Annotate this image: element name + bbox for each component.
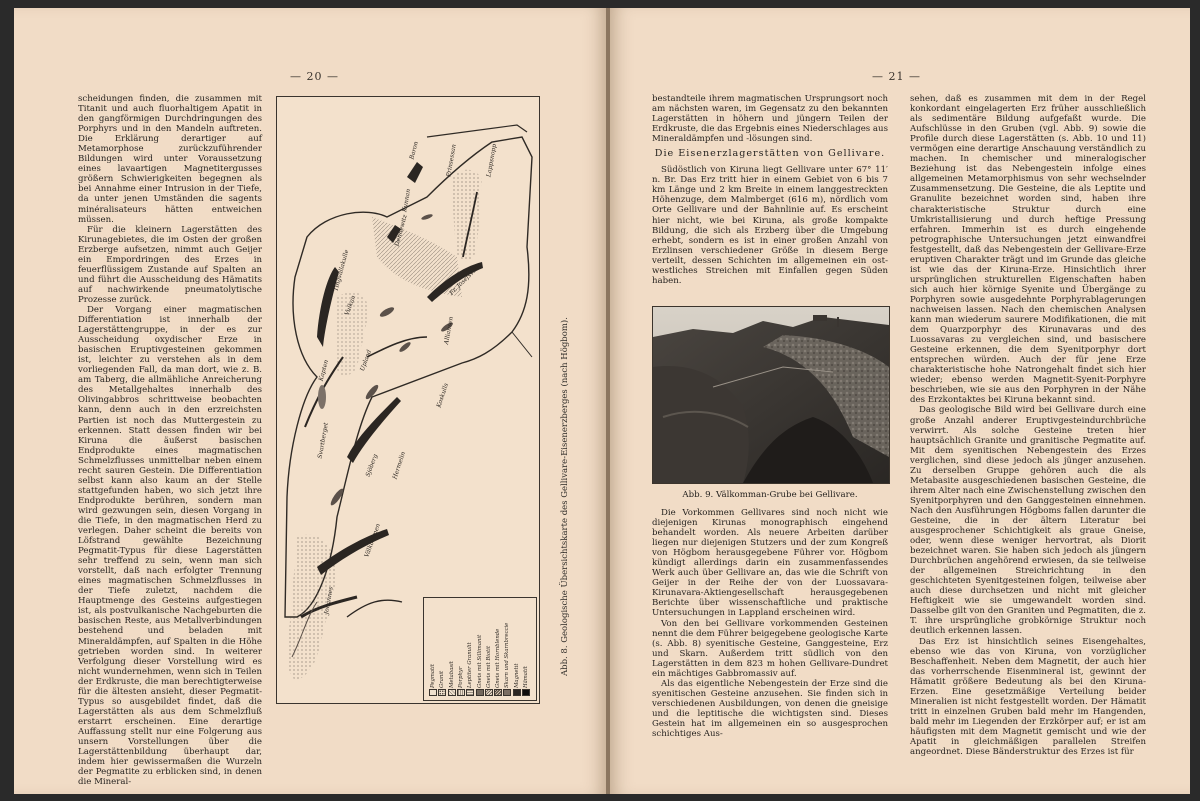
legend-entry bbox=[475, 604, 484, 696]
right-col1-paragraph-3: Als das eigentliche Nebengestein der Erze sind die syenitischen Gesteine anzusehen. Sie finden sich in verschiedenen Ausbildungen, von denen die gneisige und die leptitische die wichtigsten sind. Dieses Gestein hat im allgemeinen ein so ausgesprochen schichtiges Aus- bbox=[652, 678, 888, 740]
map-label-kunnan: Kunnan bbox=[401, 188, 413, 213]
legend-entry bbox=[521, 604, 530, 696]
right-col2-paragraph-1: sehen, daß es zusammen mit dem in der Regel konkordant eingelagerten Erz früher ausschließlich als sedimentäre Bildung aufgefaßt wurde. Die Aufschlüsse in den Gruben (vgl. Abb. 9) sowie die Profile durch diese Lagerstätten (s. Abb. 10 und 11) vermögen eine derartige Anschauung verständlich zu machen. In chemischer und mineralogischer Beziehung ist das Nebengestein infolge eines allgemeinen Metamorphismus von sehr wechselnder Zusammensetzung. Die Gesteine, die als Leptite und Granulite bezeichnet worden sind, haben ihre charakteristische Struktur durch eine Umkristallisierung und durch heftige Pressung erfahren. Immerhin ist es durch eingehende petrographische Untersuchungen jetzt einwandfrei festgestellt, daß das Nebengestein der Gellivare-Erze eruptiven Charakter trägt und im Grunde das gleiche ist wie das der Kiruna-Erze. Hinsichtlich ihrer ursprünglichen strukturellen Eigenschaften haben sich auch hier körnige Syenite und Übergänge zu Porphyren sowie ausgedehnte Porphyrablagerungen nachweisen lassen. Nach den chemischen Analysen kann man wiederum saurere Modifikationen, die mit dem Quarzporphyr des Kirunavaras und des Luossavaras zu vergleichen sind, und basischere Gesteine erkennen, die dem Syenitporphyr dort entsprechen würden. Auch der für jene Erze charakteristische hohe Natrongehalt findet sich hier wieder; ebenso werden Magnetit-Syenit-Porphyre beschrieben, wie sie aus den Porphyren in der Nähe des Erzkontaktes bei Kiruna bekannt sind. bbox=[910, 94, 1146, 406]
map-label-johannes: Johannes bbox=[323, 586, 335, 615]
mine-photo-drawing bbox=[653, 307, 889, 483]
figure-9-caption: Abb. 9. Välkomman-Grube bei Gellivare. bbox=[682, 490, 858, 500]
legend-entry bbox=[493, 604, 502, 696]
legend-label: Leptiter Granulit bbox=[467, 642, 474, 688]
gellivare-intro-paragraph: Südöstlich von Kiruna liegt Gellivare unter 67° 11′ n. Br. Das Erz tritt hier in einem Gebiet von 6 bis 7 km Länge und 2 km Breite in einem langgestreckten Höhenzuge, dem Malmberget (616 m), nördlich vom Orte Gellivare und der Bahnlinie auf. Es erscheint hier nicht, wie bei Kiruna, als große kompakte Bildung, die sich als Erzberg über die Umgebung erhebt, sondern es ist in einer großen Anzahl von Erzlinsen verschiedener Größe in diesem Berge verteilt, dessen Schichten im allgemeinen ein ost-westliches Streichen mit Einfallen gegen Süden haben. bbox=[652, 165, 888, 286]
map-label-valkommen: Välkommen bbox=[363, 522, 382, 559]
legend-label: Gneis mit Hornblende bbox=[495, 628, 502, 688]
map-label-upland: Upland bbox=[358, 348, 374, 373]
legend-label: Skarn und Skarnbreccie bbox=[504, 622, 511, 688]
legend-label: Gneis mit Sillimanit bbox=[476, 634, 483, 688]
page-number-right: — 21 — bbox=[872, 70, 921, 83]
page-number-left: — 20 — bbox=[290, 70, 339, 83]
legend-label: Pegmatit bbox=[430, 664, 436, 688]
legend-label: Gneis mit Biotit bbox=[485, 645, 492, 688]
left-text-column bbox=[78, 94, 262, 788]
map-label-svartberget: Svartberget bbox=[316, 421, 330, 460]
legend-entry bbox=[437, 604, 446, 696]
legend-label: Granit bbox=[439, 670, 446, 688]
legend-swatch bbox=[513, 689, 521, 696]
right-page bbox=[610, 8, 1190, 794]
section-heading: Die Eisenerzlagerstätten von Gellivare. bbox=[654, 148, 886, 160]
map-label-kapten: Kapten bbox=[317, 359, 331, 382]
book-spread bbox=[14, 8, 1190, 794]
legend-entry bbox=[428, 604, 437, 696]
legend-label: Magnetit bbox=[513, 663, 520, 688]
legend-entry bbox=[465, 604, 474, 696]
right-col1-paragraph-1: Die Vorkommen Gellivares sind noch nicht wie diejenigen Kirunas monographisch eingehend behandelt worden. Als neuere Arbeiten darüber liegen nur diejenigen Stutzers und der zum Kongreß von Högbom herausgegebene Führer vor. Högbom kündigt allerdings darin ein zusammenfassendes Werk auch über Gellivare an, das wie die Schrift von Geijer in der Reihe der von der Luossavara-Kirunavara-Aktiengesellschaft herausgegebenen Berichte über wissenschaftliche und praktische Untersuchungen in Lappland erscheinen wird. bbox=[652, 508, 888, 619]
right-intro-paragraph: bestandteile ihrem magmatischen Ursprungsort noch am nächsten waren, im Gegensatz zu den bekannten Lagerstätten in höhern und jüngern Teilen der Erdkruste, die das Ergebnis eines Niederschlages aus Mineraldämpfen und -lösungen sind. bbox=[652, 94, 888, 145]
figure-8-caption: Abb. 8. Geologische Übersichtskarte des Gellivare-Eisenerzberges (nach Högbom). bbox=[560, 317, 570, 676]
left-page bbox=[14, 8, 606, 794]
left-paragraph-2: Für die kleinern Lagerstätten des Kirunagebietes, die im Osten der großen Erzberge aufsetzen, nimmt auch Geijer ein Empordringen des Erzes in feuerflüssigem Zustande auf Spalten an und führt die Ausscheidung des Hämatits auf nachwirkende pneumatolytische Prozesse zurück. bbox=[78, 224, 262, 305]
legend-swatch bbox=[429, 689, 437, 696]
left-paragraph-3: Der Vorgang einer magmatischen Differentiation ist innerhalb der Lagerstättengruppe, in der es zur Ausscheidung oxydischer Erze in basischen Eruptivgesteinen gekommen ist, leichter zu verstehen als in dem vorliegenden Fall, da man dort, wie z. B. am Taberg, die allmähliche Anreicherung des Metallgehaltes innerhalb des Olivingabbros schrittweise beobachten kann, denn auch in den erzreichsten Partien ist noch das Muttergestein zu erkennen. Statt dessen finden wir bei Kiruna die äußerst basischen Endprodukte eines magmatischen Schmelzflusses unmittelbar neben einem recht sauren Gestein. Die Differentiation selbst kann also kaum an der Stelle stattgefunden haben, wo sich jetzt ihre Endprodukte berühren, sondern man wird gezwungen sein, diesen Vorgang in die Tiefe, in den magmatischen Herd zu verlegen. Daher scheint die bereits von Löfstrand gewählte Bezeichnung Pegmatit-Typus für diese Lagerstätten sehr treffend zu sein, wenn man sich vorstellt, daß nach erfolgter Trennung eines magmatischen Schmelzflusses in der Tiefe zuletzt, nachdem die Hauptmenge des Gesteins aufgestiegen ist, als postvulkanische Nachgeburten die basischen Reste, aus Metallverbindungen bestehend und beladen mit Mineraldämpfen, auf Spalten in die Höhe getrieben worden sind. In weiterer Verfolgung dieser Vorstellung wird es nicht wundernehmen, wenn sich in Teilen der Erdkruste, die man berechtigterweise für die ältesten ansieht, dieser Pegmatit-Typus so ausgebildet findet, daß die Lagerstätten als aus dem Schmelzfluß erstarrt erscheinen. Eine derartige Auffassung stellt nur eine Folgerung aus unsern Vorstellungen über die Lagerstättenbildung überhaupt dar, indem hier gewissermaßen die Wurzeln der Pegmatite zu erblicken sind, in denen die Mineral- bbox=[78, 304, 262, 788]
legend-entry bbox=[512, 604, 521, 696]
map-label-alliansen: Alliansen bbox=[443, 316, 455, 345]
map-label-koskulls: Koskulls bbox=[435, 382, 450, 409]
legend-label: Hämatit bbox=[523, 666, 529, 688]
map-legend bbox=[423, 597, 537, 701]
geological-map bbox=[276, 96, 540, 704]
mine-photograph bbox=[652, 306, 890, 484]
left-paragraph-1: scheidungen finden, die zusammen mit Titanit und auch fluorhaltigem Apatit in den gangförmigen Durchdringungen des Porphyrs und in den Mandeln auftreten. Die Erklärung derartiger auf Metamorphose zurückzuführender Bildungen wird unter Voraussetzung eines lavaartigen Magnetitergusses größern Schwierigkeiten begegnen als bei Annahme einer Intrusion in der Tiefe, da unter jenen Umständen die sagents minéralisateurs hätten entweichen müssen. bbox=[78, 94, 262, 225]
legend-entry bbox=[484, 604, 493, 696]
map-label-lappsnopp: Lappsnopp bbox=[485, 143, 499, 178]
legend-entry bbox=[502, 604, 511, 696]
right-col2-paragraph-3: Das Erz ist hinsichtlich seines Eisengehaltes, ebenso wie das von Kiruna, von vorzüglicher Beschaffenheit. Neben dem Magnetit, der auch hier das vorherrschende Eisenmineral ist, gewinnt der Hämatit größere Bedeutung als bei den Kiruna-Erzen. Eine gesetzmäßige Verteilung beider Mineralien ist nicht festgestellt worden. Der Hämatit tritt in einzelnen Gruben bald mehr im Hangenden, bald mehr im Liegenden der Erzkörper auf; er ist am häufigsten mit dem Magnetit gemischt und wie der Apatit in gleichmäßigen parallelen Streifen angeordnet. Diese Bänderstruktur des Erzes ist für bbox=[910, 636, 1146, 758]
legend-label: Metabasit bbox=[448, 661, 455, 688]
legend-swatch bbox=[503, 689, 511, 696]
map-label-tingvallakulle: Tingvallakulle bbox=[332, 248, 351, 293]
map-label-hermelin: Hermelin bbox=[391, 450, 408, 481]
map-label-dennewitz: Dennewitz bbox=[393, 214, 409, 247]
map-label-fr-josefsvall: Fr. Josefsvall bbox=[448, 264, 481, 297]
map-label-prinsessan: Prinsessan bbox=[445, 143, 458, 178]
right-col2-paragraph-2: Das geologische Bild wird bei Gellivare durch eine große Anzahl anderer Eruptivgesteindurchbrüche verwirrt. Als solche Gesteine treten hier hauptsächlich Granite und granitische Pegmatite auf. Mit dem syenitischen Nebengestein des Erzes verglichen, sind diese jedoch als jünger anzusehen. Zu derselben Gruppe gehören auch die als Metabasite ausgeschiedenen basischen Gesteine, die ihrem Alter nach eine Zwischenstellung zwischen den Syenitporphyren und den Ganggesteinen einnehmen. Nach den Ausführungen Högboms fallen darunter die Gesteine, die in der ältern Literatur bei ausgesprochener Schichtigkeit als graue Gneise, oder, wenn diese weniger hervortrat, als Diorit bezeichnet waren. Sie haben sich jedoch als jüngern Durchbrüchen angehörend erwiesen, da sie teilweise der allgemeinen Streichrichtung in den geschichteten Syenitgesteinen folgen, teilweise aber auch diese durchsetzen und nicht mit gleicher Heftigkeit wie sie umgewandelt worden sind. Dasselbe gilt von den Graniten und Pegmatiten, die z. T. ihre ursprüngliche grobkörnige Struktur noch deutlich erkennen lassen. bbox=[910, 405, 1146, 637]
map-label-baron: Baron bbox=[408, 140, 420, 161]
legend-swatch bbox=[494, 689, 502, 696]
legend-swatch bbox=[457, 689, 465, 696]
right-column-1-bottom bbox=[652, 508, 888, 740]
legend-swatch bbox=[438, 689, 446, 696]
right-column-1-top bbox=[652, 94, 888, 302]
legend-entry bbox=[456, 604, 465, 696]
map-label-vulkan: Vulkan bbox=[343, 294, 358, 317]
legend-swatch bbox=[485, 689, 493, 696]
legend-swatch bbox=[522, 689, 530, 696]
map-label-sjoberg: Sjöberg bbox=[364, 453, 380, 478]
right-col1-paragraph-2: Von den bei Gellivare vorkommenden Gesteinen nennt die dem Führer beigegebene geologische Karte (s. Abb. 8) syenitische Gesteine, Ganggesteine, Erz und Skarn. Außerdem tritt südlich von den Lagerstätten in dem 823 m hohen Gellivare-Dundret ein mächtiges Gabbromassiv auf. bbox=[652, 618, 888, 679]
legend-label: Porphyr bbox=[457, 666, 464, 688]
legend-swatch bbox=[466, 689, 474, 696]
legend-swatch bbox=[448, 689, 456, 696]
legend-entry bbox=[447, 604, 456, 696]
legend-swatch bbox=[476, 689, 484, 696]
right-column-2 bbox=[910, 94, 1146, 758]
